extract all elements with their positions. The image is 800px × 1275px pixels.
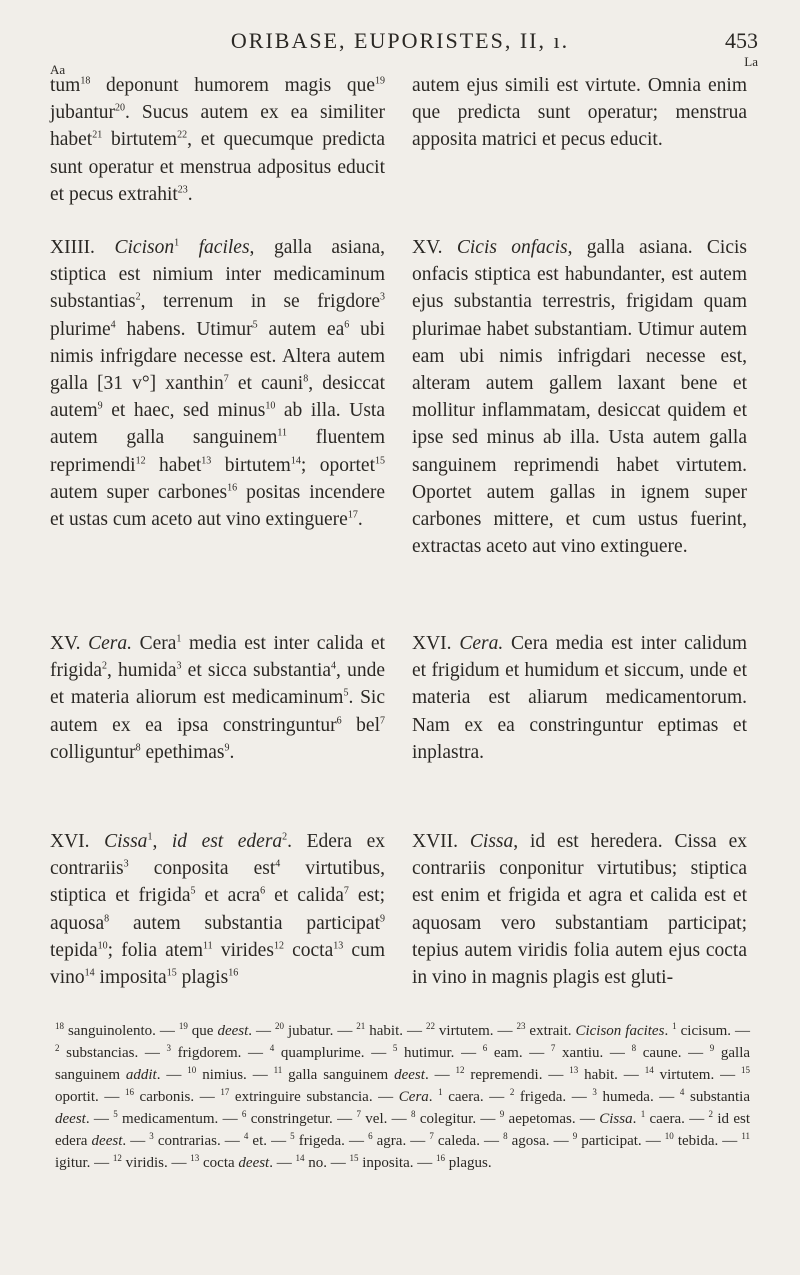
- text-run: XIIII.: [50, 237, 115, 258]
- note-ref: 9: [97, 400, 103, 412]
- signature-mark-right: La: [744, 54, 758, 69]
- note-ref: 7: [223, 373, 229, 385]
- text-run: cocta: [199, 1155, 239, 1171]
- note-ref: 13: [333, 940, 344, 952]
- text-run: medicamentum. —: [117, 1111, 242, 1127]
- text-run: substantia: [684, 1089, 750, 1105]
- text-run: nimius. —: [196, 1067, 274, 1083]
- text-run: . Edera ex contrariis: [50, 831, 385, 880]
- note-ref: 8: [411, 1109, 416, 1119]
- text-run: virtutibus, stiptica et frigida: [50, 858, 385, 907]
- note-ref: 12: [273, 940, 284, 952]
- text-run: ; oportet: [300, 454, 375, 476]
- italic-run: Cicison: [114, 237, 175, 258]
- note-ref: 7: [550, 1043, 556, 1053]
- note-ref: 6: [241, 1109, 247, 1119]
- note-ref: 15: [375, 455, 385, 467]
- text-run: id est edera: [55, 1111, 751, 1149]
- note-ref: 4: [243, 1131, 249, 1141]
- page-number: 453: [725, 28, 758, 53]
- text-run: , galla asiana. Cicis onfacis stiptica est habundanter, est autem ejus substantia terrestris, frigidam quam plurimae habet substantiam. Utimur autem eam ubi nimis infrigdari necesse est, alteram autem gallem laxant bene et mollitur inflammatam, desiccat quidem et ipse sed minus ab illa. Usta autem galla sanguinem reprimendi habet virtutem. Oportet autem gallas in ignem super carbones mittere, et cum ustus fuerint, extractas aceto aut vino extinguere.: [412, 237, 748, 558]
- text-run: XVII.: [412, 831, 470, 852]
- note-ref: 14: [290, 455, 301, 467]
- text-run: .: [357, 509, 363, 531]
- text-run: et calida: [265, 885, 344, 907]
- italic-run: deest: [238, 1155, 270, 1171]
- note-ref: 9: [380, 913, 385, 925]
- note-ref: 5: [392, 1043, 398, 1053]
- text-run: caera. —: [645, 1111, 709, 1127]
- note-ref: 13: [201, 455, 212, 467]
- text-run: galla sanguinem: [282, 1067, 395, 1083]
- text-run: caera. —: [442, 1089, 510, 1105]
- text-run: viridis. —: [121, 1155, 191, 1171]
- text-run: plurime: [50, 318, 111, 340]
- note-ref: 19: [375, 75, 385, 87]
- note-ref: 5: [343, 687, 349, 699]
- note-ref: 23: [177, 184, 188, 196]
- note-ref: 1: [147, 831, 153, 843]
- note-ref: 12: [135, 455, 146, 467]
- text-run: tepida: [50, 939, 98, 961]
- italic-run: deest: [217, 1023, 249, 1039]
- note-ref: 9: [572, 1131, 578, 1141]
- note-ref: 7: [429, 1131, 434, 1141]
- note-ref: 16: [227, 482, 238, 494]
- note-ref: 8: [631, 1043, 637, 1053]
- text-run: , humida: [106, 660, 177, 682]
- text-run: . —: [156, 1067, 188, 1083]
- text-run: inposita. —: [358, 1155, 436, 1171]
- text-run: media est inter calida et frigida: [50, 633, 386, 682]
- note-ref: 16: [228, 967, 239, 979]
- note-ref: 16: [435, 1153, 445, 1163]
- text-run: jubatur. —: [283, 1023, 357, 1039]
- text-run: birtutem: [211, 454, 291, 476]
- note-ref: 10: [97, 940, 108, 952]
- italic-run: deest: [394, 1067, 425, 1083]
- text-run: aepetomas. —: [504, 1111, 600, 1127]
- note-ref: 14: [295, 1153, 305, 1163]
- footnotes: [55, 1020, 750, 1174]
- text-run: eam. —: [487, 1045, 551, 1061]
- note-ref: 2: [101, 660, 107, 672]
- note-ref: 4: [275, 858, 281, 870]
- text-run: extringuire substancia. —: [229, 1089, 399, 1105]
- note-ref: 7: [343, 885, 349, 897]
- note-ref: 1: [672, 1021, 677, 1031]
- text-run: , id est heredera. Cissa ex contrariis conponitur virtutibus; stiptica est enim et frigida et agra et calida est et aquosam vero substantiam participat; tepius autem viridis folia autem ejus cocta in vino in magnis plagis est gluti-: [412, 831, 747, 989]
- text-run: agra. —: [372, 1133, 430, 1149]
- text-run: , et quecumque predicta sunt operatur et menstrua adpositus educit et pecus extrahit: [50, 129, 385, 205]
- note-ref: 12: [455, 1065, 465, 1075]
- text-run: autem substantia participat: [109, 912, 380, 934]
- note-ref: 23: [516, 1021, 526, 1031]
- text-run: ; folia atem: [107, 939, 204, 961]
- text-run: imposita: [94, 967, 167, 989]
- text-run: oportit. —: [55, 1089, 125, 1105]
- text-run: .: [664, 1023, 673, 1039]
- italic-run: addit: [125, 1067, 157, 1083]
- note-ref: 5: [252, 319, 258, 331]
- text-run: .: [187, 183, 193, 205]
- text-run: positas incendere et ustas cum aceto aut vino extinguere: [50, 481, 386, 531]
- text-run: xantiu. —: [555, 1045, 632, 1061]
- note-ref: 4: [269, 1043, 275, 1053]
- note-ref: 2: [509, 1087, 515, 1097]
- text-run: caleda. —: [433, 1133, 504, 1149]
- note-ref: 3: [176, 660, 182, 672]
- text-run: frigeda. —: [294, 1133, 369, 1149]
- note-ref: 17: [347, 509, 358, 521]
- text-run: no. —: [304, 1155, 350, 1171]
- note-ref: 18: [55, 1021, 64, 1031]
- text-run: virides: [212, 939, 274, 961]
- note-ref: 7: [380, 715, 385, 727]
- italic-run: Cicis onfacis: [456, 237, 568, 258]
- signature-mark-left: Aa: [50, 62, 66, 77]
- text-run: habit. —: [365, 1023, 426, 1039]
- right-paragraph-xvi-cera: [412, 630, 747, 766]
- note-ref: 21: [356, 1021, 366, 1031]
- text-run: et acra: [195, 885, 261, 907]
- note-ref: 8: [104, 913, 110, 925]
- italic-run: deest: [55, 1111, 86, 1127]
- note-ref: 19: [178, 1021, 188, 1031]
- note-ref: 4: [679, 1087, 685, 1097]
- note-ref: 22: [425, 1021, 435, 1031]
- italic-run: faciles: [198, 237, 250, 258]
- text-run: cocta: [283, 939, 334, 961]
- text-run: , galla asiana, stiptica est nimium inter medicaminum substantias: [50, 237, 385, 313]
- text-run: .: [229, 741, 235, 763]
- text-run: colliguntur: [50, 741, 136, 763]
- note-ref: 22: [177, 129, 188, 141]
- text-run: et haec, sed minus: [102, 400, 266, 422]
- italic-run: Cicison facites: [575, 1023, 665, 1039]
- note-ref: 13: [569, 1065, 579, 1075]
- text-run: virtutem. —: [434, 1023, 517, 1039]
- note-ref: 15: [349, 1153, 359, 1163]
- text-run: XVI.: [412, 633, 460, 654]
- note-ref: 3: [149, 1131, 154, 1141]
- note-ref: 10: [187, 1065, 197, 1075]
- text-run: . —: [85, 1111, 114, 1127]
- note-ref: 1: [438, 1087, 443, 1097]
- note-ref: 9: [224, 742, 230, 754]
- note-ref: 11: [273, 1065, 283, 1075]
- text-run: autem super carbones: [50, 481, 228, 503]
- right-paragraph-xvii-cissa: [412, 828, 747, 991]
- note-ref: 1: [640, 1109, 646, 1119]
- text-run: Cera: [132, 633, 177, 654]
- note-ref: 6: [260, 885, 266, 897]
- text-run: tum: [50, 75, 81, 96]
- text-run: ubi nimis infrigdare necesse est. Altera autem galla [31 v°] xanthin: [50, 318, 385, 395]
- text-run: habens. Utimur: [115, 318, 253, 340]
- note-ref: 17: [220, 1087, 230, 1097]
- note-ref: 18: [80, 75, 91, 87]
- note-ref: 3: [380, 291, 385, 303]
- left-paragraph-xv-cera: [50, 630, 385, 766]
- text-run: participat. —: [577, 1133, 665, 1149]
- note-ref: 9: [709, 1043, 715, 1053]
- note-ref: 10: [265, 400, 276, 412]
- italic-run: Cissa: [599, 1111, 633, 1127]
- text-run: , terrenum in se frigdore: [140, 291, 380, 313]
- text-run: XVI.: [50, 831, 105, 852]
- note-ref: 2: [55, 1043, 60, 1053]
- text-run: . —: [424, 1067, 456, 1083]
- text-run: bel: [341, 714, 380, 736]
- italic-run: Cera.: [459, 633, 504, 654]
- note-ref: 3: [123, 858, 129, 870]
- text-run: tebida. —: [673, 1133, 742, 1149]
- text-run: igitur. —: [55, 1155, 113, 1171]
- text-run: contrarias. —: [153, 1133, 244, 1149]
- note-ref: 15: [741, 1065, 750, 1075]
- text-run: repremendi. —: [464, 1067, 570, 1083]
- text-run: que: [187, 1023, 218, 1039]
- note-ref: 3: [592, 1087, 597, 1097]
- text-run: virtutem. —: [653, 1067, 741, 1083]
- note-ref: 6: [482, 1043, 488, 1053]
- italic-run: Cissa: [104, 831, 148, 852]
- right-paragraph-1: [412, 72, 747, 154]
- text-run: . Sucus autem ex ea similiter habet: [50, 102, 385, 151]
- text-run: conposita est: [128, 858, 276, 880]
- note-ref: 20: [114, 102, 125, 114]
- text-run: [179, 237, 199, 258]
- note-ref: 1: [174, 237, 180, 249]
- text-run: caune. —: [636, 1045, 710, 1061]
- note-ref: 5: [113, 1109, 118, 1119]
- note-ref: 6: [344, 319, 350, 331]
- text-run: autem ea: [257, 318, 345, 340]
- text-run: . —: [248, 1023, 275, 1039]
- text-run: extrait.: [525, 1023, 576, 1039]
- text-run: epethimas: [140, 741, 225, 763]
- text-run: frigdorem. —: [171, 1045, 270, 1061]
- note-ref: 5: [290, 1131, 295, 1141]
- text-run: . Sic autem ex ea ipsa constringuntur: [50, 687, 386, 736]
- page-header: [0, 28, 800, 58]
- note-ref: 6: [336, 715, 342, 727]
- italic-run: Cera: [398, 1089, 429, 1105]
- text-run: constringetur. —: [246, 1111, 357, 1127]
- note-ref: 10: [664, 1131, 674, 1141]
- text-run: cum vino: [50, 939, 385, 989]
- note-ref: 14: [84, 967, 95, 979]
- running-title: ORIBASE, EUPORISTES, II, ı.: [230, 28, 570, 53]
- text-run: sanguinolento. —: [64, 1023, 179, 1039]
- text-run: , unde et materia aliorum est medicaminum: [50, 660, 385, 709]
- note-ref: 14: [644, 1065, 654, 1075]
- text-run: est; aquosa: [50, 885, 385, 934]
- text-run: jubantur: [50, 102, 115, 124]
- text-run: , desiccat autem: [50, 373, 385, 422]
- note-ref: 8: [503, 1131, 508, 1141]
- text-run: vel. —: [360, 1111, 412, 1127]
- text-run: colegitur. —: [415, 1111, 500, 1127]
- text-run: ,: [152, 831, 172, 852]
- text-run: frigeda. —: [514, 1089, 593, 1105]
- text-run: et. —: [248, 1133, 291, 1149]
- note-ref: 11: [203, 940, 213, 952]
- text-run: .: [428, 1089, 439, 1105]
- text-run: XV.: [50, 633, 89, 654]
- note-ref: 5: [190, 885, 196, 897]
- note-ref: 13: [190, 1153, 200, 1163]
- text-run: carbonis. —: [133, 1089, 221, 1105]
- note-ref: 2: [282, 831, 288, 843]
- note-ref: 16: [124, 1087, 134, 1097]
- text-run: Cera media est inter calidum et frigidum et humidum et siccum, unde et materia est aliarum medicamentorum. Nam ex ea constringuntur eptimas et inplastra.: [412, 633, 747, 763]
- text-run: cicisum. —: [676, 1023, 751, 1039]
- note-ref: 8: [303, 373, 309, 385]
- note-ref: 12: [112, 1153, 122, 1163]
- italic-run: id est edera: [171, 831, 283, 852]
- text-run: agosa. —: [507, 1133, 573, 1149]
- text-run: et sicca substantia: [181, 660, 332, 682]
- text-run: XV.: [412, 237, 457, 258]
- text-run: hutimur. —: [397, 1045, 483, 1061]
- text-run: substancias. —: [59, 1045, 167, 1061]
- note-ref: 3: [166, 1043, 172, 1053]
- text-run: ab illa. Usta autem galla sanguinem: [50, 400, 385, 449]
- italic-run: Cissa: [469, 831, 514, 852]
- text-run: habet: [145, 454, 202, 476]
- note-ref: 2: [708, 1109, 714, 1119]
- text-run: birtutem: [102, 129, 178, 151]
- right-paragraph-xv: [412, 234, 747, 560]
- note-ref: 6: [368, 1131, 373, 1141]
- text-run: . —: [269, 1155, 296, 1171]
- note-ref: 21: [92, 129, 103, 141]
- text-run: et cauni: [228, 373, 304, 395]
- left-paragraph-xvi-cissa: [50, 828, 385, 991]
- note-ref: 15: [166, 967, 177, 979]
- text-run: . —: [122, 1133, 150, 1149]
- text-run: galla sanguinem: [55, 1045, 751, 1083]
- note-ref: 9: [499, 1109, 505, 1119]
- text-run: .: [632, 1111, 641, 1127]
- note-ref: 7: [356, 1109, 361, 1119]
- note-ref: 11: [277, 427, 288, 439]
- note-ref: 20: [274, 1021, 284, 1031]
- text-run: plagus.: [444, 1155, 492, 1171]
- text-run: quamplurime. —: [274, 1045, 393, 1061]
- note-ref: 4: [331, 660, 337, 672]
- note-ref: 4: [110, 319, 116, 331]
- italic-run: deest: [91, 1133, 123, 1149]
- note-ref: 8: [135, 742, 141, 754]
- text-run: deponunt humorem magis que: [90, 75, 375, 96]
- left-paragraph-xiiii: [50, 234, 385, 533]
- text-run: fluentem reprimendi: [50, 427, 385, 476]
- italic-run: Cera.: [88, 633, 132, 654]
- note-ref: 1: [176, 633, 182, 645]
- note-ref: 2: [135, 291, 141, 303]
- text-run: plagis: [176, 967, 229, 989]
- text-run: humeda. —: [596, 1089, 680, 1105]
- note-ref: 11: [741, 1131, 751, 1141]
- text-run: autem ejus simili est virtute. Omnia enim que predicta sunt operatur; menstrua apposita matrici et pecus educit.: [412, 75, 747, 151]
- left-paragraph-1: [50, 72, 385, 208]
- text-run: habit. —: [578, 1067, 645, 1083]
